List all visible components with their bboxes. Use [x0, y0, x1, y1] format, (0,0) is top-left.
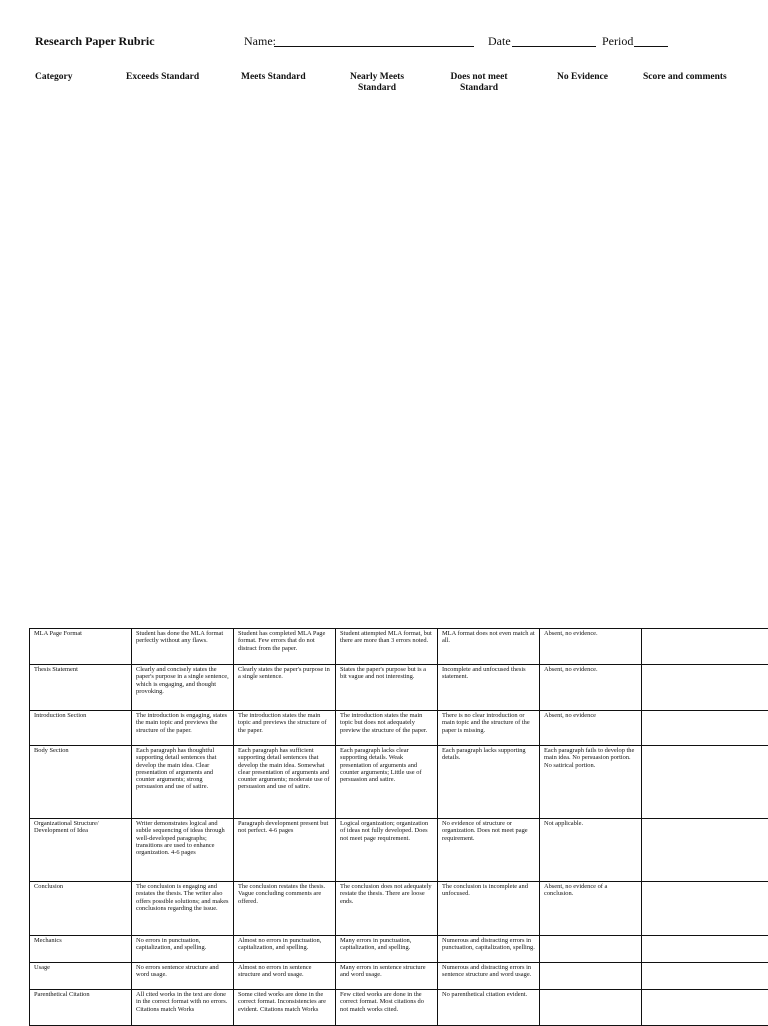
cell-category: Parenthetical Citation — [30, 990, 132, 1026]
column-heading-category: Category — [35, 72, 72, 83]
cell-exceeds: No errors in punctuation, capitalization, and spelling. — [132, 936, 234, 963]
cell-category: Usage — [30, 963, 132, 990]
period-label: Period — [602, 34, 633, 49]
table-row — [30, 711, 768, 746]
cell-score[interactable] — [642, 936, 768, 963]
cell-exceeds: The conclusion is engaging and restates the thesis. The writer also offers possible solutions; and makes conclusions regarding the issue. — [132, 882, 234, 936]
cell-no-evidence: Absent, no evidence — [540, 711, 642, 746]
cell-meets: The introduction states the main topic and previews the structure of the paper. — [234, 711, 336, 746]
cell-not-meet: Numerous and distracting errors in sentence structure and word usage. — [438, 963, 540, 990]
cell-exceeds: Clearly and concisely states the paper's purpose in a single sentence, which is engaging, and thought provoking. — [132, 665, 234, 711]
table-row — [30, 990, 768, 1026]
cell-no-evidence: Absent, no evidence. — [540, 665, 642, 711]
cell-nearly: Many errors in sentence structure and word usage. — [336, 963, 438, 990]
cell-nearly: States the paper's purpose but is a bit vague and not interesting. — [336, 665, 438, 711]
cell-not-meet: MLA format does not even match at all. — [438, 629, 540, 665]
cell-category: Organizational Structure/ Development of Idea — [30, 819, 132, 882]
cell-score[interactable] — [642, 665, 768, 711]
cell-exceeds: No errors sentence structure and word usage. — [132, 963, 234, 990]
column-heading-no-evidence: No Evidence — [557, 72, 608, 83]
cell-meets: Almost no errors in punctuation, capitalization, and spelling. — [234, 936, 336, 963]
date-blank-line — [512, 46, 596, 47]
cell-not-meet: No parenthetical citation evident. — [438, 990, 540, 1026]
column-heading-does-not-meet: Does not meet Standard — [446, 72, 512, 94]
column-heading-nearly-meets: Nearly Meets Standard — [342, 72, 412, 94]
cell-no-evidence: Absent, no evidence of a conclusion. — [540, 882, 642, 936]
cell-exceeds: Student has done the MLA format perfectly without any flaws. — [132, 629, 234, 665]
cell-meets: Almost no errors in sentence structure and word usage. — [234, 963, 336, 990]
cell-nearly: Many errors in punctuation, capitalization, and spelling. — [336, 936, 438, 963]
cell-score[interactable] — [642, 990, 768, 1026]
table-row — [30, 963, 768, 990]
cell-meets: Student has completed MLA Page format. Few errors that do not distract from the paper. — [234, 629, 336, 665]
cell-category: MLA Page Format — [30, 629, 132, 665]
cell-score[interactable] — [642, 746, 768, 819]
table-row — [30, 819, 768, 882]
column-heading-meets: Meets Standard — [241, 72, 306, 83]
cell-no-evidence: Not applicable. — [540, 819, 642, 882]
cell-score[interactable] — [642, 963, 768, 990]
cell-not-meet: Numerous and distracting errors in punctuation, capitalization, spelling. — [438, 936, 540, 963]
cell-no-evidence — [540, 990, 642, 1026]
cell-nearly: Student attempted MLA format, but there are more than 3 errors noted. — [336, 629, 438, 665]
cell-score[interactable] — [642, 711, 768, 746]
cell-meets: The conclusion restates the thesis. Vague concluding comments are offered. — [234, 882, 336, 936]
name-label: Name: — [244, 34, 276, 49]
cell-exceeds: All cited works in the text are done in the correct format with no errors. Citations match Works — [132, 990, 234, 1026]
table-row — [30, 629, 768, 665]
cell-not-meet: Each paragraph lacks supporting details. — [438, 746, 540, 819]
date-label: Date — [488, 34, 511, 49]
table-row — [30, 936, 768, 963]
page-title: Research Paper Rubric — [35, 34, 155, 49]
column-heading-score: Score and comments — [643, 72, 727, 83]
column-heading-exceeds: Exceeds Standard — [126, 72, 199, 83]
cell-not-meet: Incomplete and unfocused thesis statement. — [438, 665, 540, 711]
cell-meets: Some cited works are done in the correct format. Inconsistencies are evident. Citations match Works — [234, 990, 336, 1026]
cell-exceeds: Each paragraph has thoughtful supporting detail sentences that develop the main idea. Clear presentation of arguments and counter arguments; strong persuasion and use of satire. — [132, 746, 234, 819]
cell-score[interactable] — [642, 882, 768, 936]
cell-nearly: Few cited works are done in the correct format. Most citations do not match works cited. — [336, 990, 438, 1026]
cell-no-evidence — [540, 963, 642, 990]
cell-nearly: Logical organization; organization of ideas not fully developed. Does not meet page requirement. — [336, 819, 438, 882]
cell-category: Conclusion — [30, 882, 132, 936]
cell-no-evidence: Each paragraph fails to develop the main idea. No persuasion portion. No satirical portion. — [540, 746, 642, 819]
cell-not-meet: The conclusion is incomplete and unfocused. — [438, 882, 540, 936]
cell-nearly: The introduction states the main topic but does not adequately preview the structure of the paper. — [336, 711, 438, 746]
page-header — [0, 34, 768, 54]
rubric-table — [29, 628, 768, 1026]
table-row — [30, 746, 768, 819]
cell-category: Introduction Section — [30, 711, 132, 746]
cell-score[interactable] — [642, 629, 768, 665]
period-blank-line — [634, 46, 668, 47]
cell-not-meet: There is no clear introduction or main topic and the structure of the paper is missing. — [438, 711, 540, 746]
cell-nearly: Each paragraph lacks clear supporting details. Weak presentation of arguments and counter arguments; Little use of persuasion and satire. — [336, 746, 438, 819]
cell-nearly: The conclusion does not adequately restate the thesis. There are loose ends. — [336, 882, 438, 936]
cell-not-meet: No evidence of structure or organization. Does not meet page requirement. — [438, 819, 540, 882]
cell-no-evidence: Absent, no evidence. — [540, 629, 642, 665]
cell-score[interactable] — [642, 819, 768, 882]
cell-category: Thesis Statement — [30, 665, 132, 711]
name-blank-line — [274, 46, 474, 47]
cell-exceeds: Writer demonstrates logical and subtle sequencing of ideas through well-developed paragraphs; transitions are used to enhance organization. 4-6 pages — [132, 819, 234, 882]
cell-category: Mechanics — [30, 936, 132, 963]
cell-meets: Clearly states the paper's purpose in a single sentence. — [234, 665, 336, 711]
cell-exceeds: The introduction is engaging, states the main topic and previews the structure of the paper. — [132, 711, 234, 746]
cell-meets: Each paragraph has sufficient supporting detail sentences that develop the main idea. Somewhat clear presentation of arguments and counter arguments; moderate use of persuasion and use of satire. — [234, 746, 336, 819]
cell-meets: Paragraph development present but not perfect. 4-6 pages — [234, 819, 336, 882]
cell-no-evidence — [540, 936, 642, 963]
table-row — [30, 665, 768, 711]
cell-category: Body Section — [30, 746, 132, 819]
table-row — [30, 882, 768, 936]
